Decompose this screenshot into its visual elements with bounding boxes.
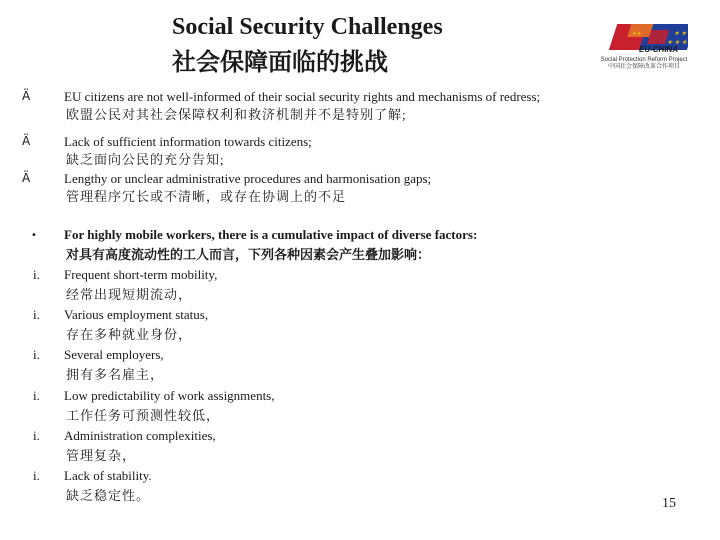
svg-text:★★: ★★ — [631, 31, 643, 37]
sub-item-text-en: Several employers, — [64, 347, 164, 362]
page-number: 15 — [662, 496, 676, 511]
bullet-text-en: For highly mobile workers, there is a cumulative impact of diverse factors: — [64, 227, 478, 242]
title-en: Social Security Challenges — [172, 14, 443, 40]
sub-item-text-en: Frequent short-term mobility, — [64, 267, 218, 282]
logo-caption-en: Social Protection Reform Project — [600, 57, 688, 63]
sub-item-text-cn: 经常出现短期流动， — [66, 287, 193, 302]
sub-item-marker: i. — [33, 468, 40, 483]
svg-text:★ ★ ★: ★ ★ ★ — [666, 39, 688, 46]
sub-item-text-cn: 工作任务可预测性较低， — [66, 408, 221, 423]
title-cn: 社会保障面临的挑战 — [172, 50, 388, 76]
bullet-text-en: Lengthy or unclear administrative procedures and harmonisation gaps; — [64, 171, 432, 186]
logo-caption-cn: 中国社会保障改革合作项目 — [607, 64, 680, 70]
sub-item-marker: i. — [33, 388, 40, 403]
sub-item-marker: i. — [33, 428, 40, 443]
bullet-marker: Ä — [22, 89, 31, 103]
sub-item-marker: i. — [33, 267, 40, 282]
sub-item-text-en: Administration complexities, — [64, 428, 216, 443]
logo-caption — [596, 57, 692, 71]
sub-item-marker: i. — [33, 307, 40, 322]
sub-item-text-cn: 缺乏稳定性。 — [66, 488, 151, 503]
sub-item-text-cn: 存在多种就业身份， — [66, 327, 193, 342]
sub-item-text-cn: 管理复杂， — [66, 448, 137, 463]
sub-item-text-en: Various employment status, — [64, 307, 209, 322]
bullet-text-cn: 欧盟公民对其社会保障权利和救济机制并不是特别了解; — [66, 107, 407, 122]
sub-item-text-cn: 拥有多名雇主， — [66, 367, 165, 382]
svg-text:★ ★: ★ ★ — [673, 30, 688, 37]
bullet-text-cn: 缺乏面向公民的充分告知; — [66, 152, 225, 167]
sub-item-text-en: Lack of stability. — [64, 468, 152, 483]
sub-item-marker: i. — [33, 347, 40, 362]
bullet-marker: • — [31, 230, 37, 241]
bullet-text-en: Lack of sufficient information towards citizens; — [64, 134, 312, 149]
bullet-marker: Ä — [22, 171, 31, 185]
bullet-text-cn: 对具有高度流动性的工人而言，下列各种因素会产生叠加影响： — [66, 247, 431, 262]
bullet-text-cn: 管理程序冗长或不清晰，或存在协调上的不足 — [66, 189, 347, 204]
logo-text: EU-CHINA — [639, 45, 679, 54]
sub-item-text-en: Low predictability of work assignments, — [64, 388, 275, 403]
bullet-marker: Ä — [22, 134, 31, 148]
bullet-text-en: EU citizens are not well-informed of their social security rights and mechanisms of redress; — [64, 89, 541, 104]
